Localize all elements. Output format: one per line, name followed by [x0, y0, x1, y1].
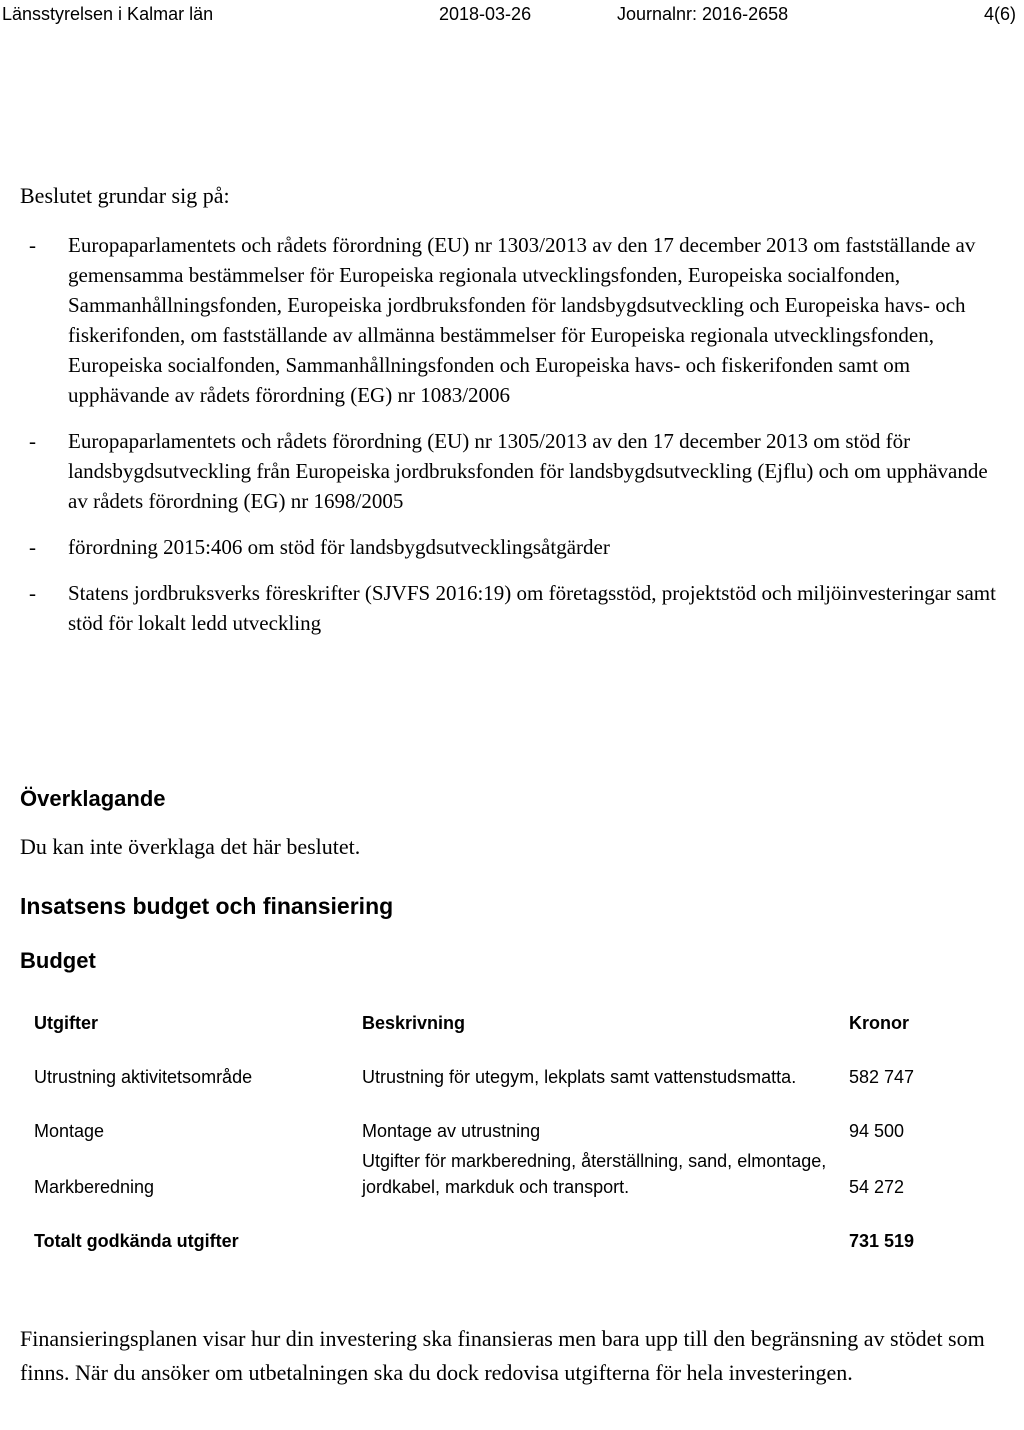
legal-basis-item — [20, 578, 1010, 638]
appeal-text: Du kan inte överklaga det här beslutet. — [20, 834, 361, 859]
page-number: 4(6) — [983, 4, 1016, 24]
legal-basis-item — [20, 426, 1010, 516]
table-row — [34, 1148, 964, 1200]
expense-amount: 94 500 — [849, 1121, 905, 1141]
legal-basis-item — [20, 532, 1010, 562]
legal-basis-item — [20, 230, 1010, 410]
legal-basis-text: förordning 2015:406 om stöd för landsbygdsutvecklingsåtgärder — [68, 535, 610, 559]
list-dash: - — [29, 233, 36, 257]
expense-description: Utrustning för utegym, lekplats samt vattenstudsmatta. — [362, 1067, 797, 1087]
financing-text: Finansieringsplanen visar hur din investering ska finansieras men bara upp till den begränsning av stödet som finns. När du ansöker om utbetalningen ska du dock redovisa utgifterna för hela investeringen. — [20, 1326, 985, 1385]
table-header-row — [34, 1010, 964, 1036]
budget-financing-heading: Insatsens budget och finansiering — [20, 893, 394, 919]
list-dash: - — [29, 535, 36, 559]
list-dash: - — [29, 581, 36, 605]
document-date: 2018-03-26 — [439, 4, 532, 24]
legal-basis-text: Statens jordbruksverks föreskrifter (SJVFS 2016:19) om företagsstöd, projektstöd och miljöinvesteringar samt stöd för lokalt ledd utveckling — [68, 581, 996, 635]
table-total-row — [34, 1228, 964, 1254]
column-header-expenses: Utgifter — [34, 1013, 98, 1033]
appeal-heading: Överklagande — [20, 786, 166, 811]
table-row — [34, 1118, 964, 1144]
expense-amount: 54 272 — [849, 1177, 905, 1197]
budget-heading: Budget — [20, 948, 96, 973]
expense-amount: 582 747 — [849, 1067, 915, 1087]
total-amount: 731 519 — [849, 1231, 915, 1251]
legal-basis-text: Europaparlamentets och rådets förordning (EU) nr 1305/2013 av den 17 december 2013 om stöd för landsbygdsutveckling från Europeiska jordbruksfonden för landsbygdsutveckling (Ejflu) och om upphävande av rådets förordning (EG) nr 1698/2005 — [68, 429, 988, 513]
list-dash: - — [29, 429, 36, 453]
column-header-amount: Kronor — [849, 1013, 909, 1033]
journal-number: Journalnr: 2016-2658 — [617, 4, 789, 24]
basis-intro: Beslutet grundar sig på: — [20, 183, 230, 208]
total-label: Totalt godkända utgifter — [34, 1231, 239, 1251]
expense-description: Utgifter för markberedning, återställning, sand, elmontage, jordkabel, markduk och transport. — [362, 1151, 827, 1197]
column-header-description: Beskrivning — [362, 1013, 466, 1033]
expense-item: Montage — [34, 1121, 105, 1141]
expense-item: Utrustning aktivitetsområde — [34, 1067, 253, 1087]
budget-table — [34, 1010, 964, 1254]
legal-basis-list — [20, 230, 1010, 654]
expense-item: Markberedning — [34, 1177, 155, 1197]
legal-basis-text: Europaparlamentets och rådets förordning (EU) nr 1303/2013 av den 17 december 2013 om fastställande av gemensamma bestämmelser för Europeiska regionala utvecklingsfonden, Europeiska socialfonden, Sammanhållningsfonden, Europeiska jordbruksfonden för landsbygdsutveckling och Europeiska havs- och fiskerifonden, om fastställande av allmänna bestämmelser för Europeiska regionala utvecklingsfonden, Europeiska socialfonden, Sammanhållningsfonden och Europeiska havs- och fiskerifonden samt om upphävande av rådets förordning (EG) nr 1083/2006 — [68, 233, 976, 407]
organization-name: Länsstyrelsen i Kalmar län — [2, 4, 214, 24]
expense-description: Montage av utrustning — [362, 1121, 541, 1141]
table-row — [34, 1038, 964, 1090]
page-header — [0, 2, 1024, 32]
